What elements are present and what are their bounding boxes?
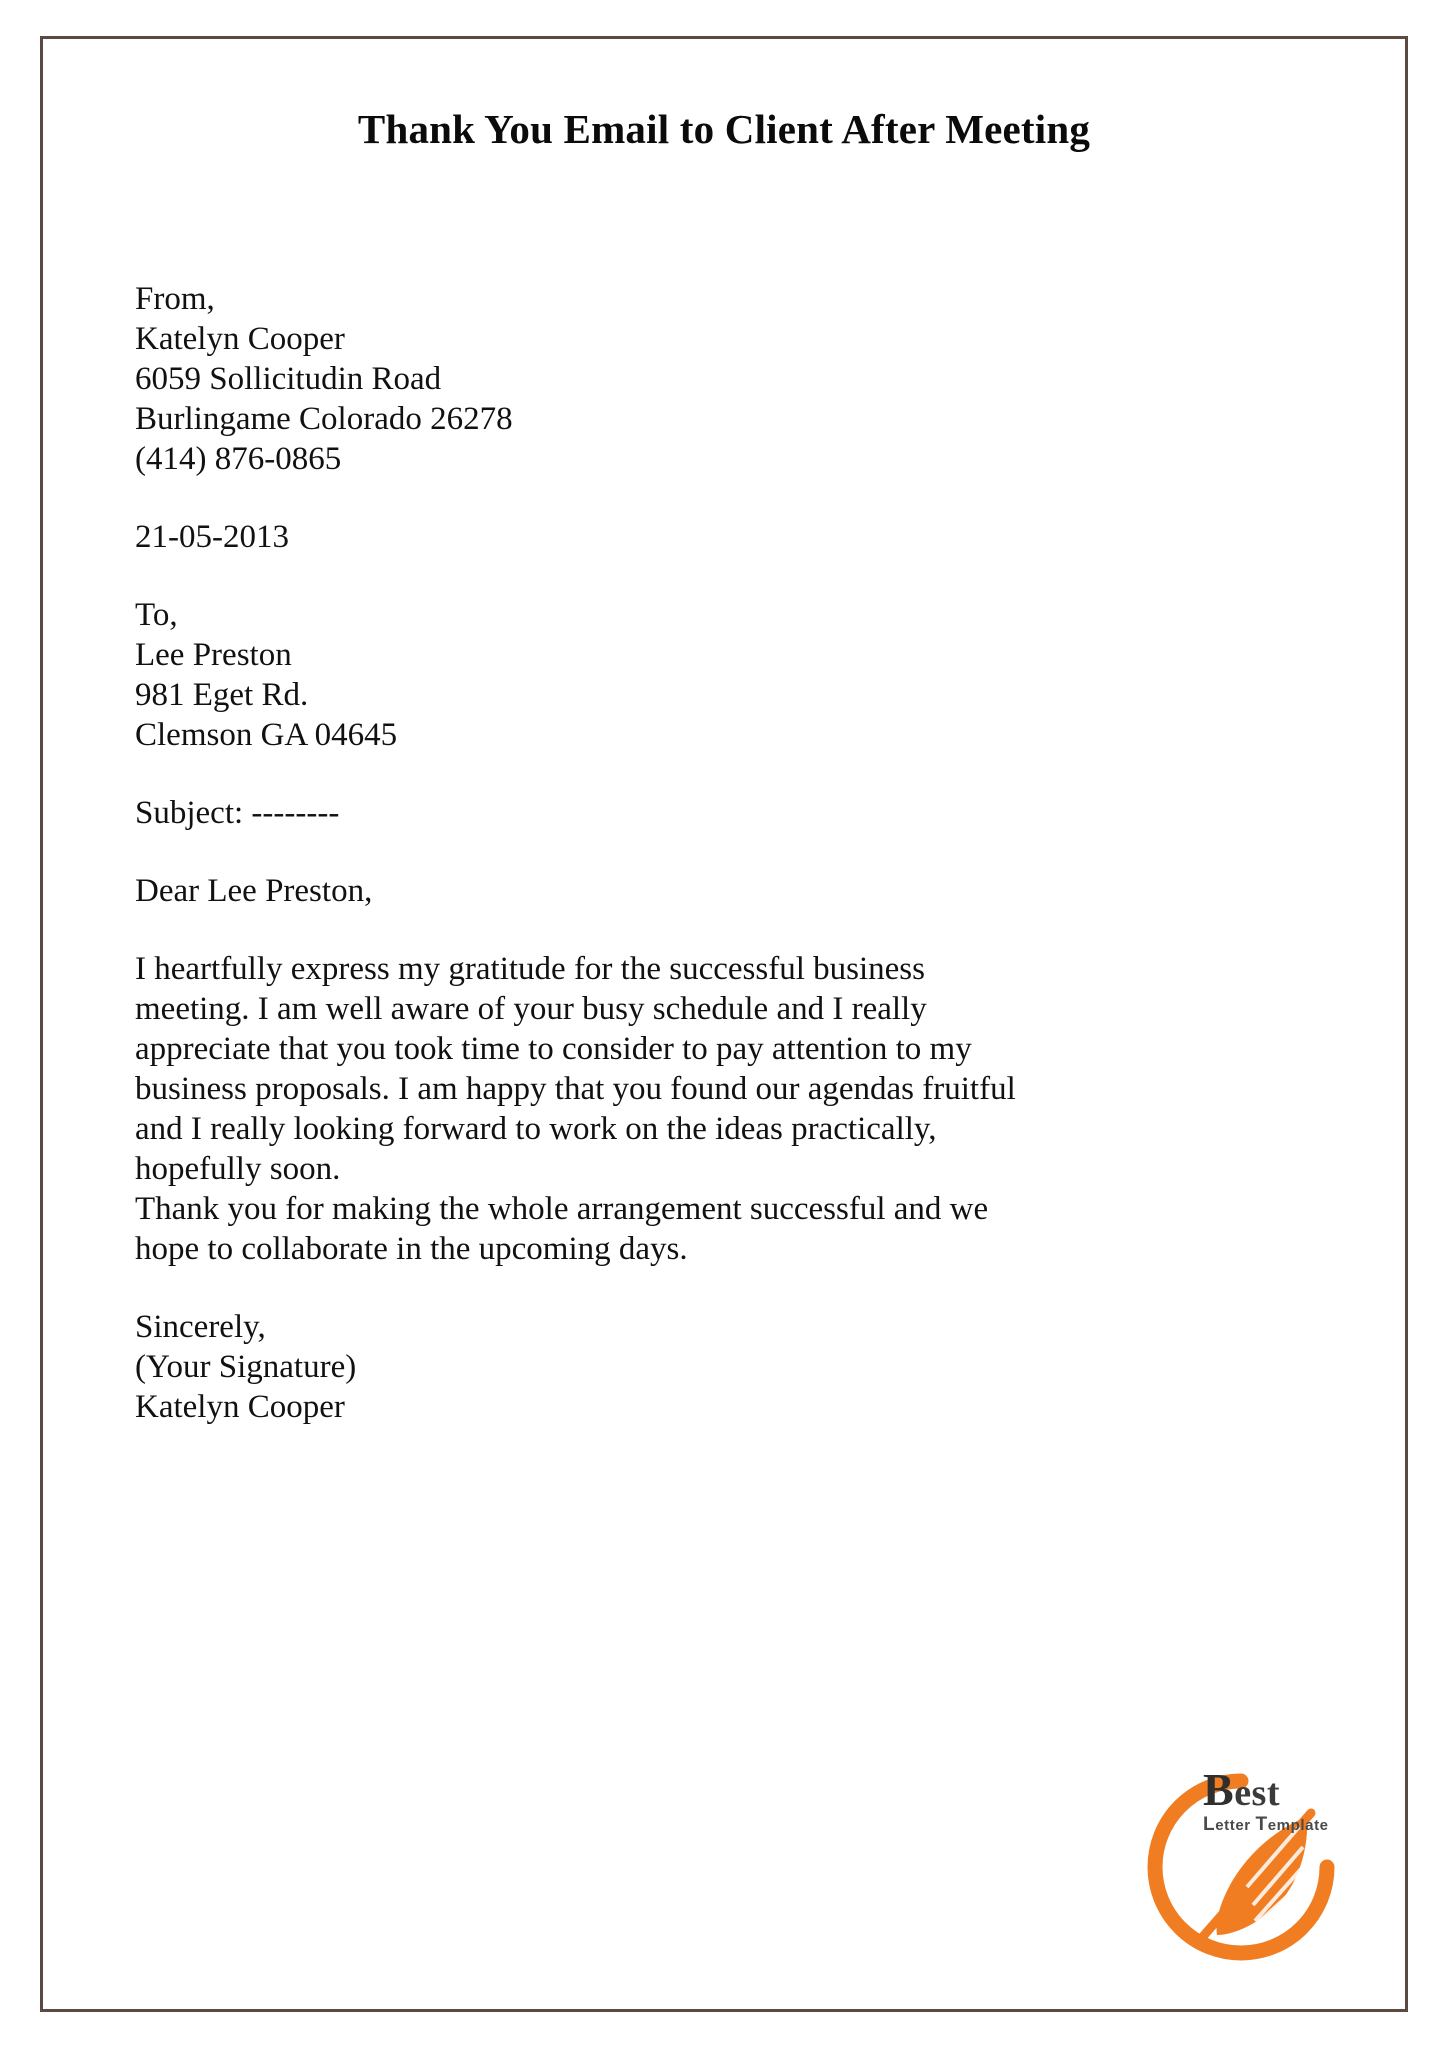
logo-tagline-initial-1: L — [1203, 1814, 1216, 1835]
sender-from-label: From, — [135, 281, 215, 317]
logo-tagline-rest-1: etter — [1215, 1817, 1251, 1834]
recipient-to-label: To, — [135, 597, 178, 633]
logo-brand-initial: B — [1203, 1764, 1235, 1815]
sender-name: Katelyn Cooper — [135, 321, 345, 357]
logo-brand-name — [1203, 1764, 1353, 1815]
logo-wordmark — [1203, 1764, 1353, 1836]
closing-valediction: Sincerely, — [135, 1309, 266, 1345]
sender-city-state-zip: Burlingame Colorado 26278 — [135, 401, 513, 437]
logo-tagline-rest-2: emplate — [1267, 1817, 1329, 1834]
sender-street: 6059 Sollicitudin Road — [135, 361, 442, 397]
letter-date: 21-05-2013 — [135, 519, 289, 555]
body-line: meeting. I am well aware of your busy schedule and I really — [135, 991, 927, 1027]
salutation-block — [135, 871, 1325, 911]
subject-line: Subject: -------- — [135, 795, 340, 831]
body-line: hope to collaborate in the upcoming days. — [135, 1231, 688, 1267]
recipient-address-block — [135, 595, 1325, 755]
closing-block — [135, 1307, 1325, 1427]
spacer — [135, 1269, 1325, 1307]
body-paragraph-1 — [135, 949, 1325, 1189]
body-line: business proposals. I am happy that you found our agendas fruitful — [135, 1071, 1016, 1107]
sender-address-block — [135, 279, 1325, 479]
letter-date-block — [135, 517, 1325, 557]
closing-sender-name: Katelyn Cooper — [135, 1389, 345, 1425]
body-paragraph-2 — [135, 1189, 1325, 1269]
recipient-city-state-zip: Clemson GA 04645 — [135, 717, 398, 753]
brand-logo — [1129, 1755, 1359, 1965]
body-line: I heartfully express my gratitude for the successful business — [135, 951, 925, 987]
body-line: appreciate that you took time to consider to pay attention to my — [135, 1031, 972, 1067]
subject-block — [135, 793, 1325, 833]
letter-content — [135, 279, 1325, 1427]
signature-placeholder: (Your Signature) — [135, 1349, 357, 1385]
salutation: Dear Lee Preston, — [135, 873, 373, 909]
sender-phone: (414) 876-0865 — [135, 441, 342, 477]
logo-brand-rest: est — [1234, 1772, 1280, 1814]
recipient-name: Lee Preston — [135, 637, 292, 673]
logo-tagline-initial-2: T — [1255, 1814, 1268, 1835]
page-title: Thank You Email to Client After Meeting — [357, 106, 1091, 152]
page-border-frame — [40, 36, 1408, 2012]
logo-tagline — [1203, 1815, 1353, 1836]
body-line: Thank you for making the whole arrangement successful and we — [135, 1191, 989, 1227]
recipient-street: 981 Eget Rd. — [135, 677, 309, 713]
body-line: and I really looking forward to work on the ideas practically, — [135, 1111, 937, 1147]
body-line: hopefully soon. — [135, 1151, 341, 1187]
